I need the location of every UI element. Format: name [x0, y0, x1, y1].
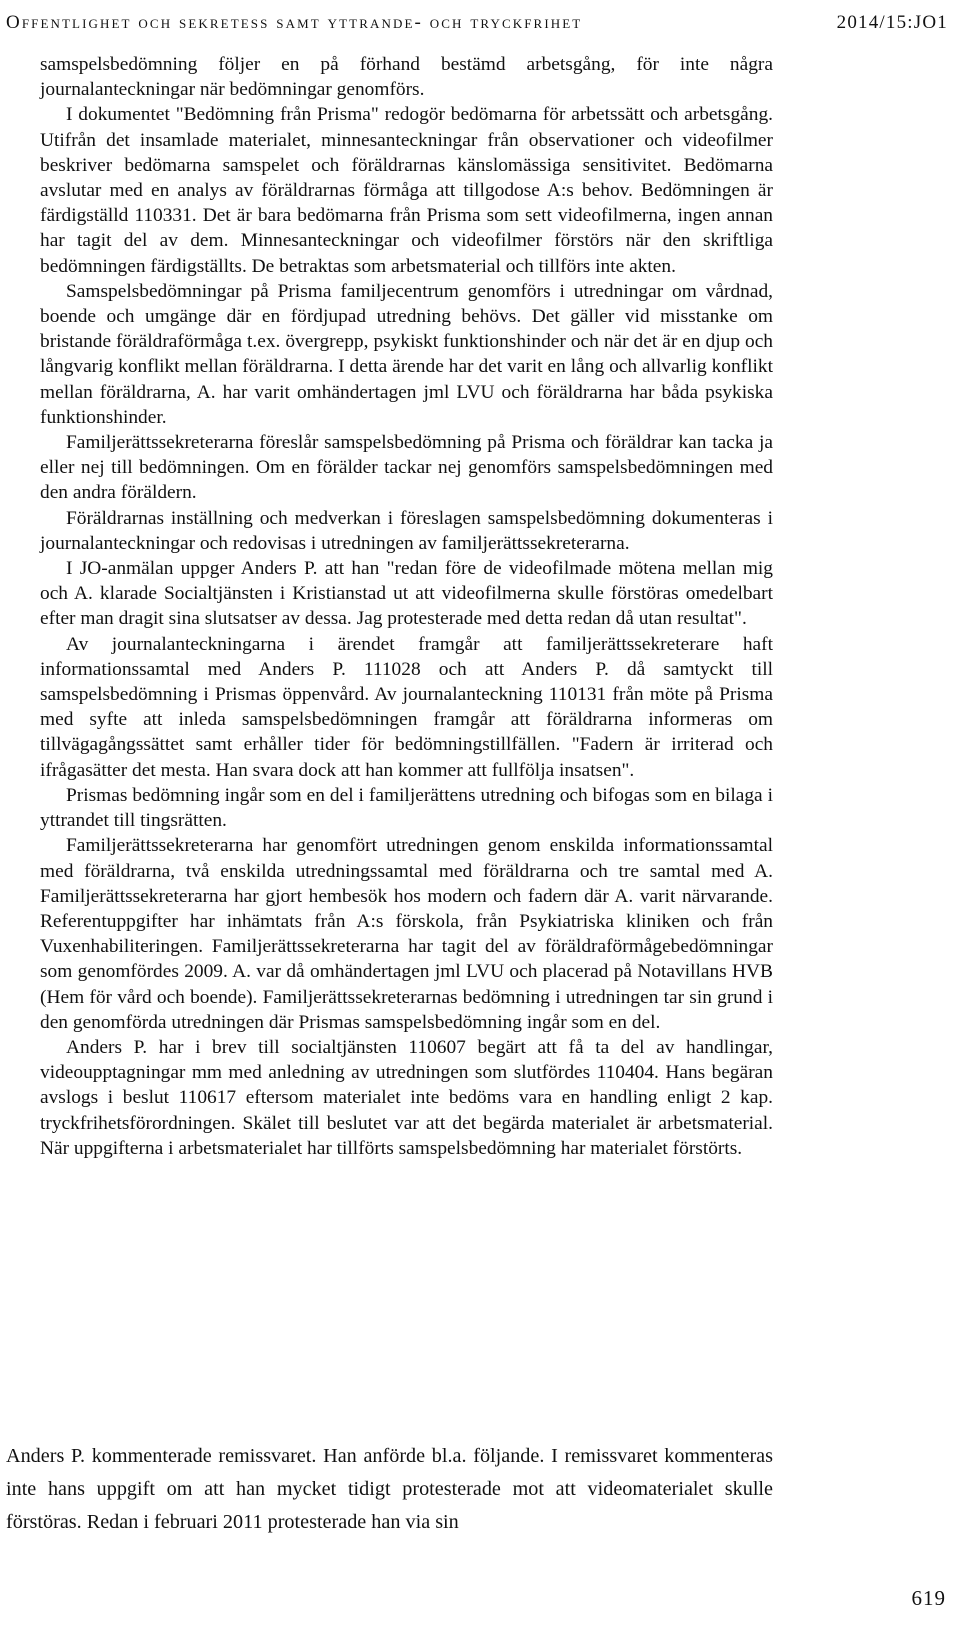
quote-paragraph: I JO-anmälan uppger Anders P. att han "redan före de videofilmade mötena mellan mig och A. klarade Socialtjänsten i Kristianstad ut att videofilmerna skulle förstöras omedelbart efter man dragit sina slutsatser av dessa. Jag protesterade med detta redan då utan resultat".: [40, 558, 773, 630]
main-text: [6, 1440, 773, 1539]
quote-paragraph: samspelsbedömning följer en på förhand bestämd arbetsgång, för inte några journalanteckningar när bedömningar genomförs.: [40, 54, 773, 101]
quote-paragraph: Av journalanteckningarna i ärendet framgår att familjerättssekreterare haft informationssamtal med Anders P. 111028 och att Anders P. då samtyckt till samspelsbedömning i Prismas öppenvård. Av journalanteckning 110131 från möte på Prisma med syfte att inleda samspelsbedömningen framgår att föräldrarna informeras om tillvägagångssättet samt erhåller tider för bedömningstillfällen. "Fadern är irriterad och ifrågasätter det mesta. Han svara dock att han kommer att fullfölja insatsen".: [40, 633, 773, 781]
document-reference: 2014/15:JO1: [836, 12, 948, 33]
quote-paragraph: Anders P. har i brev till socialtjänsten 110607 begärt att få ta del av handlingar, videoupptagningar mm med anledning av utredningen som slutfördes 110404. Hans begäran avslogs i beslut 110617 eftersom materialet inte bedöms vara en handling enligt 2 kap. tryckfrihetsförordningen. Skälet till beslutet var att det begärda materialet är arbetsmaterial. När uppgifterna i arbetsmaterialet har tillförts samspelsbedömning har materialet förstörts.: [40, 1036, 773, 1159]
quote-paragraph: I dokumentet "Bedömning från Prisma" redogör bedömarna för arbetssätt och arbetsgång. Utifrån det insamlade materialet, minnesanteckningar från observationer och videofilmer beskriver bedömarna samspelet och föräldrarnas känslomässiga sensitivitet. Bedömarna avslutar med en analys av föräldrarnas förmåga att tillgodose A:s behov. Bedömningen är färdigställd 110331. Det är bara bedömarna från Prisma som sett videofilmerna, ingen annan har tagit del av dem. Minnesanteckningar och videofilmer förstörs när den skriftliga bedömningen färdigställts. De betraktas som arbetsmaterial och tillförs inte akten.: [40, 104, 773, 277]
quote-paragraph: Föräldrarnas inställning och medverkan i föreslagen samspelsbedömning dokumenteras i journalanteckningar och redovisas i utredningen av familjerättssekreterarna.: [40, 507, 773, 554]
quote-paragraph: Samspelsbedömningar på Prisma familjecentrum genomförs i utredningar om vårdnad, boende och umgänge där en fördjupad utredning behövs. Det gäller vid misstanke om bristande föräldraförmåga t.ex. övergrepp, psykiskt funktionshinder och när det är en djup och långvarig konflikt mellan föräldrarna. I detta ärende har det varit en lång och allvarlig konflikt mellan föräldrarna, A. har varit omhändertagen jml LVU och föräldrarna har båda psykiska funktionshinder.: [40, 280, 773, 428]
quoted-remittance-response: [40, 52, 773, 1161]
body-paragraph: Anders P. kommenterade remissvaret. Han anförde bl.a. följande. I remissvaret kommenteras inte hans uppgift om att han mycket tidigt protesterade mot att videomaterialet skulle förstöras. Redan i februari 2011 protesterade han via sin: [6, 1445, 773, 1533]
quote-paragraph: Prismas bedömning ingår som en del i familjerättens utredning och bifogas som en bilaga i yttrandet till tingsrätten.: [40, 784, 773, 832]
quote-paragraph: Familjerättssekreterarna föreslår samspelsbedömning på Prisma och föräldrar kan tacka ja eller nej till bedömningen. Om en förälder tackar nej genomförs samspelsbedömningen med den andra föräldern.: [40, 432, 773, 504]
page-number: 619: [911, 1586, 946, 1610]
running-header: [6, 12, 948, 40]
quote-paragraph: Familjerättssekreterarna har genomfört utredningen genom enskilda informationssamtal med föräldrarna, två enskilda utredningssamtal med föräldrarna och tre samtal med A. Familjerättssekreterarna har gjort hembesök hos modern och fadern där A. varit närvarande. Referentuppgifter har inhämtats från A:s förskola, från Psykiatriska kliniken och från Vuxenhabiliteringen. Familjerättssekreterarna har tagit del av föräldraförmågebedömningar som genomfördes 2009. A. var då omhändertagen jml LVU och placerad på Notavillans HVB (Hem för vård och boende). Familjerättssekreterarnas bedömning i utredningen tar sin grund i den genomförda utredningen där Prismas samspelsbedömning ingår som en del.: [40, 835, 773, 1033]
running-header-title: Offentlighet och sekretess samt yttrande- och tryckfrihet: [6, 12, 583, 33]
